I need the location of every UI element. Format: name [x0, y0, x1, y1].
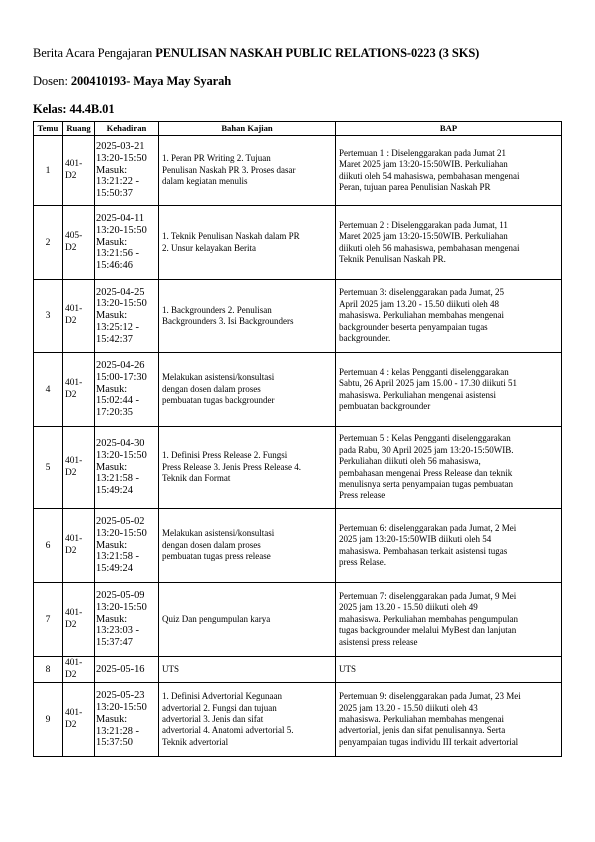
kehadiran-cell-line: 17:20:35 [96, 407, 133, 419]
bap-cell-line: Maret 2025 jam 13:20-15:50WIB. Perkuliahan [339, 159, 508, 170]
bap-cell-line: Pertemuan 5 : Kelas Pengganti diselenggarakan [339, 433, 511, 444]
bap-cell-line: Pertemuan 1 : Diselenggarakan pada Jumat 21 [339, 147, 506, 158]
ruang-cell-line: 401- [65, 455, 83, 466]
bahan-kajian-cell-line: 1. Peran PR Writing 2. Tujuan [162, 153, 271, 164]
bap-cell-line: 2025 jam 13.20 - 15.50 diikuti oleh 43 [339, 702, 478, 713]
bap-cell-line: diikuti oleh 56 mahasiswa, pembahasan mengenai [339, 242, 520, 253]
table-row [34, 657, 562, 683]
kehadiran-cell-line: 13:25:12 - [96, 321, 140, 333]
bahan-kajian-cell-line: pembuatan tugas backgrounder [162, 395, 275, 406]
bap-cell-line: Peran, tujuan parea Penulisian Naskah PR [339, 181, 491, 192]
bap-cell [336, 427, 562, 509]
kehadiran-cell-line: 15:42:37 [96, 333, 133, 345]
bahan-kajian-cell-line: Press Release 3. Jenis Press Release 4. [162, 461, 301, 472]
col-header-bap: BAP [336, 122, 562, 136]
bahan-kajian-cell-line: Backgrounders 3. Isi Backgrounders [162, 316, 294, 326]
kehadiran-cell-line: Masuk: [96, 461, 128, 473]
kehadiran-cell [95, 206, 159, 280]
ruang-cell [63, 683, 95, 757]
kehadiran-cell-line: 13:20-15:50 [96, 224, 147, 236]
attendance-table [33, 121, 562, 757]
bap-cell-line: backgrounder. [339, 333, 391, 344]
lecturer-prefix: Dosen: [33, 74, 71, 88]
kehadiran-cell-line: 13:20-15:50 [96, 152, 147, 164]
temu-cell: 9 [34, 683, 63, 757]
bap-cell-line: pembahasan mengenai Press Release dan teknik [339, 467, 513, 478]
kehadiran-cell-line: Masuk: [96, 383, 128, 395]
col-header-kehadiran: Kehadiran [95, 122, 159, 136]
bahan-kajian-cell-line: Teknik advertorial [162, 736, 229, 747]
kehadiran-cell-line: Masuk: [96, 310, 128, 322]
temu-cell: 7 [34, 583, 63, 657]
kehadiran-cell-line: 15:46:46 [96, 260, 133, 272]
temu-cell: 5 [34, 427, 63, 509]
ruang-cell-line: 401- [65, 377, 83, 388]
bap-cell [336, 280, 562, 353]
bap-cell-line: menulisnya serta penyampaian tugas pembuatan [339, 478, 513, 489]
kehadiran-cell-line: 13:21:22 - [96, 176, 140, 188]
bahan-kajian-cell [159, 136, 336, 206]
temu-cell: 8 [34, 657, 63, 683]
bahan-kajian-cell [159, 657, 336, 683]
kehadiran-cell-line: 15:49:24 [96, 563, 133, 575]
ruang-cell-line: 401- [65, 607, 83, 618]
bahan-kajian-cell-line: pembuatan tugas press release [162, 551, 271, 562]
col-header-temu: Temu [34, 122, 63, 136]
kehadiran-cell-line: 13:20-15:50 [96, 601, 147, 613]
bahan-kajian-cell-line: 2. Unsur kelayakan Berita [162, 242, 256, 253]
bap-cell-line: tugas backgrounder melalui MyBest dan lanjutan [339, 625, 517, 636]
bap-cell [336, 657, 562, 683]
kehadiran-cell-line: 13:21:58 - [96, 473, 140, 485]
bahan-kajian-cell-line: advertorial 4. Anatomi advertorial 5. [162, 725, 294, 736]
bap-cell-line: Perkuliahan diikuti oleh 56 mahasiswa, [339, 456, 481, 467]
bap-cell-line: Maret 2025 jam 13:20-15:50WIB. Perkuliahan [339, 231, 508, 242]
ruang-cell-line: D2 [65, 619, 77, 630]
kehadiran-cell [95, 657, 159, 683]
bahan-kajian-cell-line: advertorial 3. Jenis dan sifat [162, 713, 264, 724]
kehadiran-cell-line: 15:50:37 [96, 188, 133, 200]
bap-cell [336, 136, 562, 206]
bahan-kajian-cell-line: Melakukan asistensi/konsultasi [162, 528, 275, 539]
kehadiran-cell-line: 15:00-17:30 [96, 371, 147, 383]
class-code: Kelas: 44.4B.01 [33, 102, 115, 116]
bahan-kajian-cell [159, 509, 336, 583]
kehadiran-cell [95, 583, 159, 657]
col-header-ruang: Ruang [63, 122, 95, 136]
bahan-kajian-cell [159, 353, 336, 427]
ruang-cell-line: D2 [65, 316, 77, 326]
kehadiran-cell [95, 509, 159, 583]
bap-cell-line: mahasiswa. Perkuliahan mengenai asistensi [339, 389, 496, 400]
bahan-kajian-cell-line: Quiz Dan pengumpulan karya [162, 613, 271, 624]
ruang-cell-line: 401- [65, 658, 83, 668]
ruang-cell-line: 401- [65, 533, 83, 544]
bap-cell-line: advertorial, jenis dan sifat penulisannya. Serta [339, 725, 506, 736]
bap-cell-line: mahasiswa. Perkuliahan membahas pengumpulan [339, 613, 518, 624]
table-row [34, 353, 562, 427]
bap-cell [336, 583, 562, 657]
bap-cell-line: press Relase. [339, 556, 386, 567]
kehadiran-cell-line: 13:20-15:50 [96, 298, 147, 310]
ruang-cell [63, 509, 95, 583]
temu-cell: 3 [34, 280, 63, 353]
bahan-kajian-cell-line: dalam kegiatan menulis [162, 176, 248, 187]
kehadiran-cell [95, 683, 159, 757]
ruang-cell-line: D2 [65, 669, 77, 680]
ruang-cell [63, 583, 95, 657]
bap-cell-line: Sabtu, 26 April 2025 jam 15.00 - 17.30 diikuti 51 [339, 378, 517, 389]
kehadiran-cell-line: 15:49:24 [96, 485, 133, 497]
bap-cell-line: Teknik Penulisan Naskah PR. [339, 253, 446, 264]
bap-cell-line: UTS [339, 663, 357, 674]
bahan-kajian-cell-line: 1. Backgrounders 2. Penulisan [162, 304, 272, 315]
kehadiran-cell-line: Masuk: [96, 236, 128, 248]
table-row [34, 683, 562, 757]
bap-cell-line: Pertemuan 3: diselenggarakan pada Jumat, 25 [339, 287, 504, 298]
bap-cell-line: Pertemuan 6: diselenggarakan pada Jumat, 2 Mei [339, 522, 517, 533]
kehadiran-cell-line: 15:37:50 [96, 737, 133, 749]
bap-cell-line: Press release [339, 490, 386, 501]
bap-cell-line: Pertemuan 7: diselenggarakan pada Jumat, 9 Mei [339, 590, 517, 601]
kehadiran-cell-line: 15:02:44 - [96, 395, 140, 407]
bap-cell [336, 509, 562, 583]
ruang-cell-line: 401- [65, 158, 83, 169]
course-title-prefix: Berita Acara Pengajaran [33, 46, 156, 60]
bahan-kajian-cell [159, 583, 336, 657]
bap-cell-line: pembuatan backgrounder [339, 400, 431, 411]
bahan-kajian-cell-line: Penulisan Naskah PR 3. Proses dasar [162, 164, 296, 175]
kehadiran-cell-line: 2025-04-26 [96, 360, 145, 371]
kehadiran-cell [95, 136, 159, 206]
ruang-cell [63, 427, 95, 509]
course-name: PENULISAN NASKAH PUBLIC RELATIONS-0223 (3 SKS) [155, 46, 480, 60]
ruang-cell-line: D2 [65, 545, 77, 556]
kehadiran-cell-line: 2025-04-30 [96, 438, 145, 449]
bahan-kajian-cell-line: UTS [162, 663, 180, 674]
ruang-cell-line: 401- [65, 304, 83, 315]
bahan-kajian-cell-line: Teknik dan Format [162, 473, 231, 484]
bap-cell [336, 353, 562, 427]
kehadiran-cell-line: 2025-05-23 [96, 690, 145, 702]
bahan-kajian-cell [159, 280, 336, 353]
ruang-cell [63, 136, 95, 206]
kehadiran-cell-line: Masuk: [96, 713, 128, 725]
temu-cell: 6 [34, 509, 63, 583]
table-row [34, 583, 562, 657]
ruang-cell-line: D2 [65, 242, 77, 253]
bahan-kajian-cell-line: Melakukan asistensi/konsultasi [162, 372, 275, 383]
kehadiran-cell-line: 2025-03-21 [96, 141, 145, 152]
ruang-cell-line: 401- [65, 708, 83, 719]
kehadiran-cell-line: 2025-05-16 [96, 663, 145, 675]
temu-cell: 2 [34, 206, 63, 280]
bahan-kajian-cell-line: dengan dosen dalam proses [162, 539, 261, 550]
bahan-kajian-cell [159, 427, 336, 509]
kehadiran-cell-line: 15:37:47 [96, 637, 133, 649]
table-row [34, 136, 562, 206]
kehadiran-cell-line: 13:23:03 - [96, 625, 140, 637]
bap-cell-line: backgrounder beserta penyampaian tugas [339, 321, 488, 332]
kehadiran-cell-line: Masuk: [96, 164, 128, 176]
class-line [33, 102, 114, 117]
bap-cell-line: Pertemuan 2 : Diselenggarakan pada Jumat, 11 [339, 219, 508, 230]
bahan-kajian-cell-line: 1. Definisi Press Release 2. Fungsi [162, 450, 288, 461]
kehadiran-cell-line: 13:21:58 - [96, 551, 140, 563]
bap-cell [336, 683, 562, 757]
temu-cell: 1 [34, 136, 63, 206]
bap-cell-line: pada Rabu, 30 April 2025 jam 13:20-15:50WIB. [339, 444, 514, 455]
kehadiran-cell [95, 353, 159, 427]
bahan-kajian-cell-line: 1. Definisi Advertorial Kegunaan [162, 691, 282, 702]
bap-cell-line: 2025 jam 13.20 - 15.50 diikuti oleh 49 [339, 602, 478, 613]
bap-cell-line: asistensi press release [339, 636, 418, 647]
bap-cell-line: diikuti oleh 54 mahasiswa, pembahasan mengenai [339, 170, 520, 181]
bap-cell-line: mahasiswa. Perkuliahan membahas mengenai [339, 713, 504, 724]
kehadiran-cell-line: 2025-04-25 [96, 286, 145, 298]
ruang-cell [63, 657, 95, 683]
bap-cell-line: April 2025 jam 13.20 - 15.50 diikuti oleh 48 [339, 298, 499, 309]
ruang-cell-line: D2 [65, 389, 77, 400]
kehadiran-cell-line: 13:21:56 - [96, 248, 140, 260]
ruang-cell [63, 280, 95, 353]
table-row [34, 280, 562, 353]
kehadiran-cell-line: 2025-04-11 [96, 213, 145, 224]
kehadiran-cell [95, 427, 159, 509]
table-row [34, 427, 562, 509]
bahan-kajian-cell-line: 1. Teknik Penulisan Naskah dalam PR [162, 231, 300, 242]
table-row [34, 206, 562, 280]
ruang-cell-line: D2 [65, 467, 77, 478]
course-title [33, 46, 479, 61]
ruang-cell-line: D2 [65, 719, 77, 730]
table-header-row [34, 122, 562, 136]
table-body [34, 136, 562, 757]
kehadiran-cell-line: 13:20-15:50 [96, 527, 147, 539]
kehadiran-cell-line: 2025-05-02 [96, 516, 145, 527]
lecturer-name: 200410193- Maya May Syarah [70, 74, 232, 88]
bahan-kajian-cell-line: advertorial 2. Fungsi dan tujuan [162, 702, 277, 713]
bahan-kajian-cell [159, 206, 336, 280]
bap-cell [336, 206, 562, 280]
bap-cell-line: mahasiswa. Pembahasan terkait asistensi tugas [339, 545, 508, 556]
kehadiran-cell-line: Masuk: [96, 539, 128, 551]
bahan-kajian-cell [159, 683, 336, 757]
ruang-cell-line: 405- [65, 230, 83, 241]
temu-cell: 4 [34, 353, 63, 427]
table-row [34, 509, 562, 583]
ruang-cell-line: D2 [65, 170, 77, 181]
bap-cell-line: penyampaian tugas individu III terkait advertorial [339, 736, 519, 747]
kehadiran-cell-line: 13:20-15:50 [96, 449, 147, 461]
kehadiran-cell-line: 2025-05-09 [96, 590, 145, 601]
bap-cell-line: Pertemuan 4 : kelas Pengganti diselenggarakan [339, 366, 509, 377]
bahan-kajian-cell-line: dengan dosen dalam proses [162, 383, 261, 394]
kehadiran-cell-line: Masuk: [96, 613, 128, 625]
ruang-cell [63, 353, 95, 427]
bap-cell-line: mahasiswa. Perkuliahan membahas mengenai [339, 310, 504, 321]
ruang-cell [63, 206, 95, 280]
lecturer-line [33, 74, 231, 89]
col-header-bahan-kajian: Bahan Kajian [159, 122, 336, 136]
bap-cell-line: 2025 jam 13:20-15:50WIB diikuti oleh 54 [339, 534, 492, 545]
kehadiran-cell [95, 280, 159, 353]
kehadiran-cell-line: 13:20-15:50 [96, 701, 147, 713]
bap-cell-line: Pertemuan 9: diselenggarakan pada Jumat, 23 Mei [339, 691, 521, 702]
kehadiran-cell-line: 13:21:28 - [96, 725, 140, 737]
